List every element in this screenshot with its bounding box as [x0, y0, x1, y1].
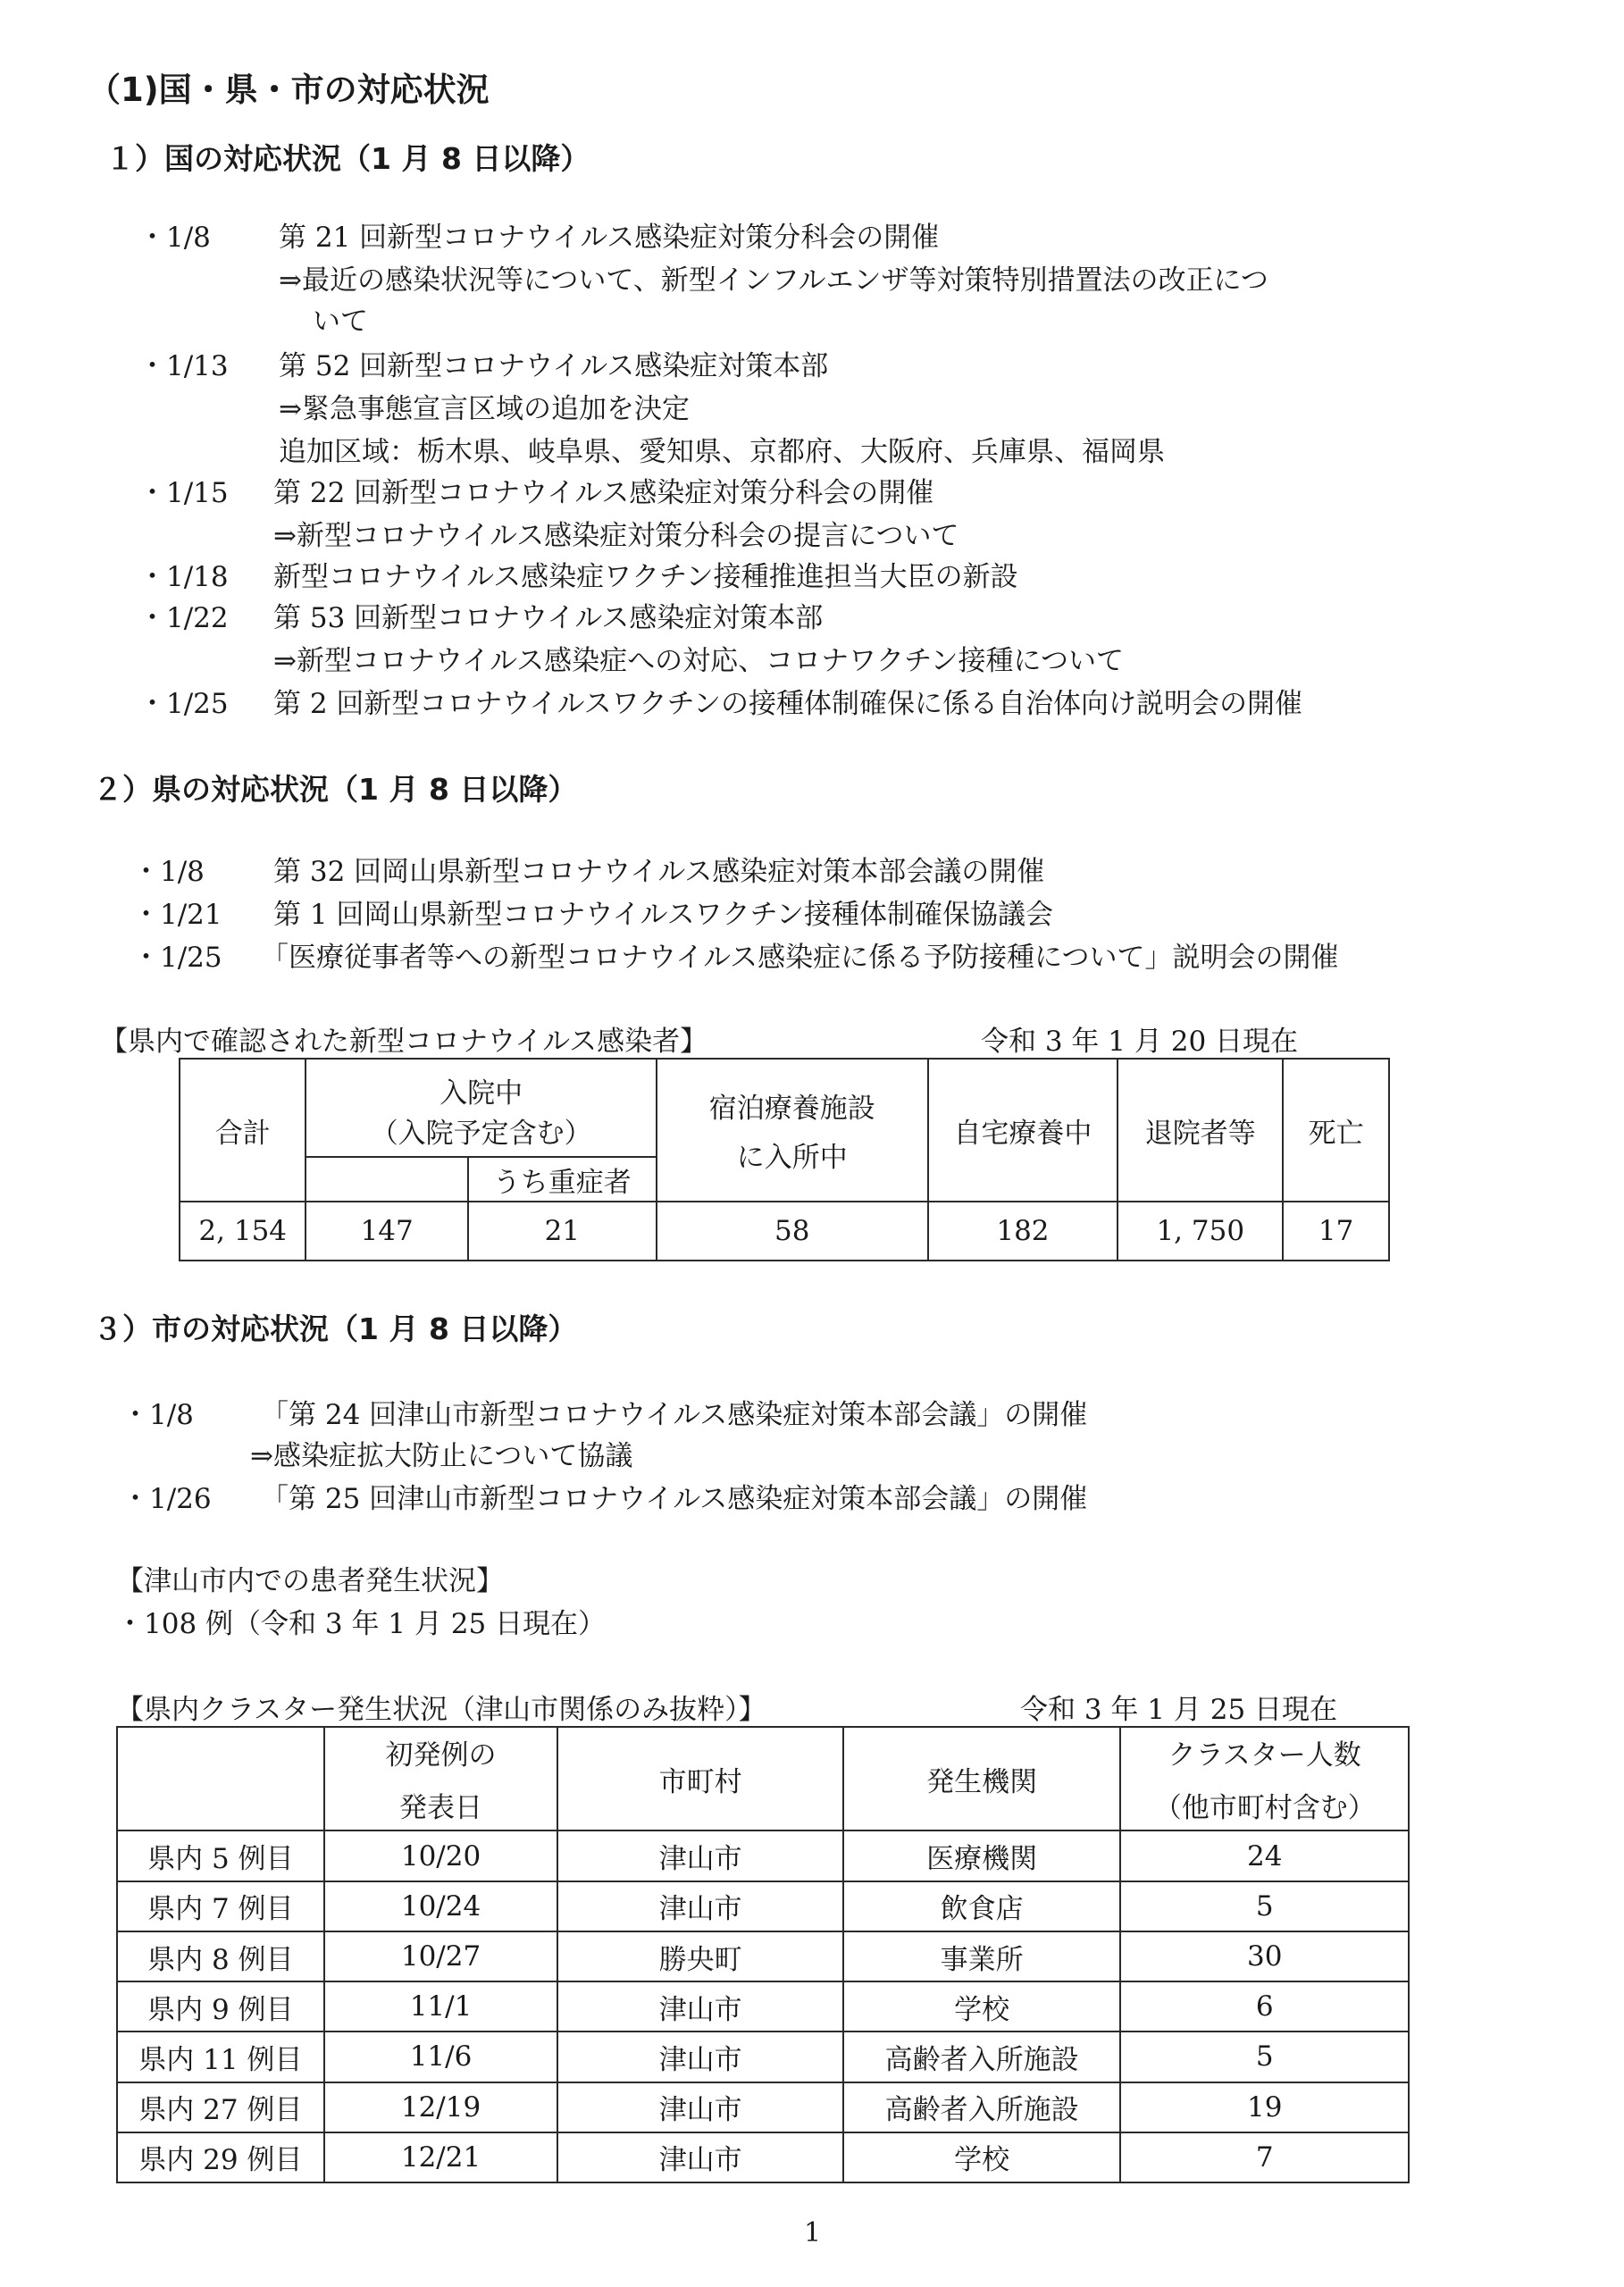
prefecture-item-line: 「医療従事者等への新型コロナウイルス感染症に係る予防接種について」説明会の開催 [261, 942, 1339, 974]
row-city: 津山市 [557, 1981, 843, 2031]
prefecture-item-line: 第 1 回岡山県新型コロナウイルスワクチン接種体制確保協議会 [273, 899, 1054, 931]
value-home: 182 [928, 1202, 1118, 1261]
row-count: 24 [1120, 1830, 1409, 1881]
row-facility: 医療機関 [843, 1830, 1121, 1881]
row-count: 7 [1120, 2132, 1409, 2182]
national-item-date: ・1/13 [138, 350, 229, 382]
prefecture-item-line: 第 32 回岡山県新型コロナウイルス感染症対策本部会議の開催 [273, 856, 1045, 888]
header-blank [117, 1727, 324, 1830]
header-municipality: 市町村 [557, 1727, 843, 1830]
header-first-date-line2: 発表日 [399, 1792, 483, 1825]
city-heading: ３）市の対応状況（1 月 8 日以降） [93, 1311, 578, 1346]
row-facility: 飲食店 [843, 1881, 1121, 1931]
national-item-date: ・1/18 [138, 561, 229, 593]
national-item-date: ・1/25 [138, 688, 229, 720]
patients-value: ・108 例（令和 3 年 1 月 25 日現在） [116, 1608, 607, 1640]
row-city: 津山市 [557, 1881, 843, 1931]
header-hotel-line2: に入所中 [736, 1142, 848, 1174]
patients-title: 【津山市内での患者発生状況】 [116, 1565, 504, 1597]
row-label: 県内 11 例目 [117, 2031, 324, 2082]
city-item-line: ⇒感染症拡大防止について協議 [250, 1440, 633, 1472]
row-count: 5 [1120, 1881, 1409, 1931]
table-row [117, 1830, 1409, 1881]
cluster-table [116, 1726, 1410, 2183]
infection-table-title: 【県内で確認された新型コロナウイルス感染者】 [100, 1026, 708, 1058]
national-item-line: 第 52 回新型コロナウイルス感染症対策本部 [279, 350, 829, 382]
header-first-date [324, 1727, 558, 1830]
city-item-line: 「第 25 回津山市新型コロナウイルス感染症対策本部会議」の開催 [261, 1483, 1088, 1515]
national-item-line: いて [313, 306, 368, 338]
national-item-line: 新型コロナウイルス感染症ワクチン接種推進担当大臣の新設 [273, 561, 1018, 593]
row-facility: 事業所 [843, 1931, 1121, 1981]
national-item-line: 追加区域：栃木県、岐阜県、愛知県、京都府、大阪府、兵庫県、福岡県 [279, 436, 1165, 468]
national-item-date: ・1/22 [138, 602, 229, 634]
row-date: 11/6 [324, 2031, 558, 2082]
table-row [117, 1981, 1409, 2031]
row-label: 県内 29 例目 [117, 2132, 324, 2182]
row-city: 津山市 [557, 2132, 843, 2182]
row-label: 県内 7 例目 [117, 1881, 324, 1931]
header-hospitalized [306, 1059, 656, 1157]
row-date: 12/19 [324, 2082, 558, 2132]
city-item-date: ・1/8 [121, 1399, 194, 1431]
row-date: 10/27 [324, 1931, 558, 1981]
national-item-line: 第 22 回新型コロナウイルス感染症対策分科会の開催 [273, 477, 934, 509]
row-label: 県内 27 例目 [117, 2082, 324, 2132]
national-item-line: ⇒新型コロナウイルス感染症への対応、コロナワクチン接種について [273, 645, 1124, 677]
header-hospitalized-line2: （入院予定含む） [370, 1118, 592, 1150]
header-hotel [657, 1059, 928, 1202]
row-date: 10/20 [324, 1830, 558, 1881]
table-row [117, 2082, 1409, 2132]
header-spacer [306, 1157, 467, 1202]
national-item-line: ⇒緊急事態宣言区域の追加を決定 [279, 393, 690, 425]
header-count-line1: クラスター人数 [1168, 1739, 1361, 1772]
row-facility: 高齢者入所施設 [843, 2082, 1121, 2132]
row-label: 県内 5 例目 [117, 1830, 324, 1881]
header-first-date-line1: 初発例の [385, 1739, 497, 1772]
row-city: 津山市 [557, 1830, 843, 1881]
row-label: 県内 9 例目 [117, 1981, 324, 2031]
page-number: 1 [804, 2217, 822, 2249]
cluster-table-asof: 令和 3 年 1 月 25 日現在 [1020, 1694, 1338, 1726]
row-facility: 高齢者入所施設 [843, 2031, 1121, 2082]
row-date: 12/21 [324, 2132, 558, 2182]
row-city: 津山市 [557, 2082, 843, 2132]
city-item-line: 「第 24 回津山市新型コロナウイルス感染症対策本部会議」の開催 [261, 1399, 1088, 1431]
header-count [1120, 1727, 1409, 1830]
prefecture-item-date: ・1/25 [132, 942, 222, 974]
table-row [117, 2031, 1409, 2082]
infection-table-asof: 令和 3 年 1 月 20 日現在 [981, 1026, 1299, 1058]
prefecture-item-date: ・1/21 [132, 899, 222, 931]
section-title: （1)国・県・市の対応状況 [88, 71, 490, 109]
row-label: 県内 8 例目 [117, 1931, 324, 1981]
national-item-date: ・1/8 [138, 222, 211, 254]
row-date: 11/1 [324, 1981, 558, 2031]
national-item-line: 第 21 回新型コロナウイルス感染症対策分科会の開催 [279, 222, 940, 254]
value-deaths: 17 [1283, 1202, 1389, 1261]
header-total: 合計 [180, 1059, 306, 1202]
header-discharged: 退院者等 [1118, 1059, 1283, 1202]
infection-table [179, 1058, 1390, 1261]
row-date: 10/24 [324, 1881, 558, 1931]
header-hospitalized-line1: 入院中 [439, 1077, 523, 1110]
value-total: 2, 154 [180, 1202, 306, 1261]
value-hotel: 58 [657, 1202, 928, 1261]
row-facility: 学校 [843, 2132, 1121, 2182]
value-severe: 21 [468, 1202, 657, 1261]
national-item-line: 第 53 回新型コロナウイルス感染症対策本部 [273, 602, 824, 634]
value-hospitalized: 147 [306, 1202, 467, 1261]
header-deaths: 死亡 [1283, 1059, 1389, 1202]
table-row [117, 2132, 1409, 2182]
table-row [117, 1931, 1409, 1981]
header-hotel-line1: 宿泊療養施設 [708, 1093, 875, 1125]
header-count-line2: （他市町村含む） [1153, 1792, 1376, 1825]
row-count: 19 [1120, 2082, 1409, 2132]
national-item-line: ⇒最近の感染状況等について、新型インフルエンザ等対策特別措置法の改正につ [279, 264, 1268, 297]
row-city: 勝央町 [557, 1931, 843, 1981]
header-severe: うち重症者 [468, 1157, 657, 1202]
header-facility: 発生機関 [843, 1727, 1121, 1830]
table-row [117, 1881, 1409, 1931]
national-item-date: ・1/15 [138, 477, 229, 509]
national-heading: １）国の対応状況（1 月 8 日以降） [105, 141, 590, 176]
row-count: 30 [1120, 1931, 1409, 1981]
value-discharged: 1, 750 [1118, 1202, 1283, 1261]
row-count: 6 [1120, 1981, 1409, 2031]
prefecture-item-date: ・1/8 [132, 856, 205, 888]
row-facility: 学校 [843, 1981, 1121, 2031]
national-item-line: ⇒新型コロナウイルス感染症対策分科会の提言について [273, 520, 959, 552]
prefecture-heading: ２）県の対応状況（1 月 8 日以降） [93, 772, 578, 807]
cluster-table-title: 【県内クラスター発生状況（津山市関係のみ抜粋）】 [116, 1694, 766, 1726]
city-item-date: ・1/26 [121, 1483, 212, 1515]
national-item-line: 第 2 回新型コロナウイルスワクチンの接種体制確保に係る自治体向け説明会の開催 [273, 688, 1303, 720]
row-city: 津山市 [557, 2031, 843, 2082]
row-count: 5 [1120, 2031, 1409, 2082]
header-home: 自宅療養中 [928, 1059, 1118, 1202]
